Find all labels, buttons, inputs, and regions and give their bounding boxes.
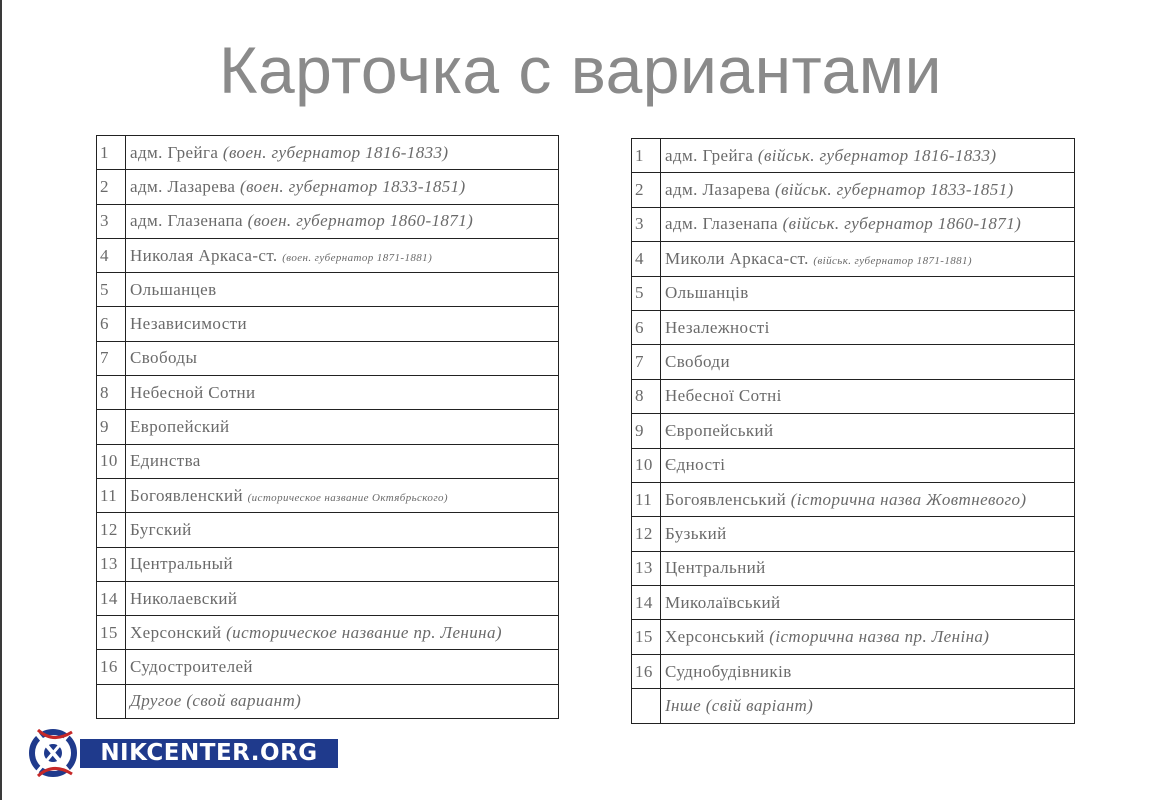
option-number: 9 xyxy=(632,414,661,448)
table-row[interactable] xyxy=(97,307,559,341)
option-label xyxy=(661,379,1075,413)
option-label xyxy=(126,307,559,341)
option-number: 3 xyxy=(632,207,661,241)
option-text: Независимости xyxy=(130,314,248,334)
table-row[interactable] xyxy=(97,650,559,684)
option-label xyxy=(661,207,1075,241)
option-note: (військ. губернатор 1833-1851) xyxy=(775,180,1014,200)
table-row[interactable] xyxy=(97,376,559,410)
option-label xyxy=(126,616,559,650)
option-number: 2 xyxy=(97,170,126,204)
option-number: 5 xyxy=(97,273,126,307)
table-row[interactable] xyxy=(632,551,1075,585)
option-text: Небесної Сотні xyxy=(665,386,782,406)
option-label xyxy=(661,242,1075,276)
option-text: Николая Аркаса-ст. xyxy=(130,245,283,265)
table-row[interactable] xyxy=(97,478,559,512)
page-title: Карточка с вариантами xyxy=(219,33,942,107)
option-label xyxy=(126,170,559,204)
option-text: Незалежності xyxy=(665,317,770,337)
option-number: 15 xyxy=(632,620,661,654)
option-text: Свободы xyxy=(130,348,198,368)
table-row[interactable] xyxy=(97,273,559,307)
option-label xyxy=(126,273,559,307)
option-note: (історична назва Жовтневого) xyxy=(790,489,1027,509)
option-number: 1 xyxy=(97,136,126,170)
option-text: Херсонський xyxy=(665,627,770,647)
option-label xyxy=(661,276,1075,310)
option-note: (воен. губернатор 1816-1833) xyxy=(222,142,449,162)
option-note: (військ. губернатор 1871-1881) xyxy=(813,254,972,267)
option-label xyxy=(126,341,559,375)
option-label xyxy=(661,310,1075,344)
option-note: (воен. губернатор 1833-1851) xyxy=(240,176,466,196)
option-number: 11 xyxy=(97,478,126,512)
table-row[interactable] xyxy=(97,238,559,272)
option-text: адм. Грейга xyxy=(665,145,758,165)
option-label xyxy=(126,376,559,410)
table-row[interactable] xyxy=(97,616,559,650)
option-label xyxy=(126,581,559,615)
table-row[interactable] xyxy=(97,547,559,581)
table-row-other[interactable] xyxy=(97,684,559,718)
table-row[interactable] xyxy=(632,276,1075,310)
option-label xyxy=(661,345,1075,379)
option-number: 14 xyxy=(97,581,126,615)
option-text: адм. Лазарева xyxy=(665,180,776,200)
table-row[interactable] xyxy=(97,513,559,547)
option-note: (історична назва пр. Леніна) xyxy=(769,627,990,647)
option-label xyxy=(661,414,1075,448)
option-text: Европейский xyxy=(130,417,230,437)
table-row[interactable] xyxy=(632,448,1075,482)
option-label xyxy=(661,551,1075,585)
option-note: (військ. губернатор 1860-1871) xyxy=(782,214,1022,234)
option-number: 10 xyxy=(632,448,661,482)
option-label xyxy=(661,448,1075,482)
option-label xyxy=(661,482,1075,516)
table-row[interactable] xyxy=(97,444,559,478)
table-row[interactable] xyxy=(632,379,1075,413)
option-label xyxy=(126,410,559,444)
option-number: 1 xyxy=(632,139,661,173)
option-text: Миколаївський xyxy=(665,592,781,612)
option-label xyxy=(661,620,1075,654)
nikcenter-logo[interactable] xyxy=(28,724,318,782)
table-row[interactable] xyxy=(632,654,1075,688)
option-number: 15 xyxy=(97,616,126,650)
option-text: Суднобудівників xyxy=(665,661,792,681)
option-number: 5 xyxy=(632,276,661,310)
table-row[interactable] xyxy=(632,345,1075,379)
option-text: Бузький xyxy=(665,523,727,543)
option-text: Центральный xyxy=(130,554,234,574)
table-row[interactable] xyxy=(97,204,559,238)
option-text: Богоявленський xyxy=(665,489,791,509)
option-text: Судостроителей xyxy=(130,657,253,677)
option-text: Николаевский xyxy=(130,588,238,608)
option-label xyxy=(126,204,559,238)
option-number: 4 xyxy=(632,242,661,276)
option-number-empty xyxy=(632,689,661,723)
option-note: (воен. губернатор 1871-1881) xyxy=(282,251,433,264)
option-text: Херсонский xyxy=(130,622,227,642)
option-other-label: Інше (свій варіант) xyxy=(661,689,1075,723)
option-text: Свободи xyxy=(665,352,730,372)
option-number: 7 xyxy=(632,345,661,379)
option-label xyxy=(661,173,1075,207)
option-text: Центральний xyxy=(665,558,766,578)
option-number: 8 xyxy=(97,376,126,410)
nikcenter-emblem-icon xyxy=(28,724,88,782)
table-row[interactable] xyxy=(632,310,1075,344)
option-number: 16 xyxy=(632,654,661,688)
table-row[interactable] xyxy=(632,139,1075,173)
logo-text: NIKCENTER.ORG xyxy=(100,740,318,766)
option-number: 11 xyxy=(632,482,661,516)
option-label xyxy=(126,547,559,581)
option-number: 9 xyxy=(97,410,126,444)
option-text: Миколи Аркаса-ст. xyxy=(665,248,814,268)
option-text: Європейський xyxy=(665,420,774,440)
option-label xyxy=(126,513,559,547)
option-note: (військ. губернатор 1816-1833) xyxy=(757,145,997,165)
option-number: 16 xyxy=(97,650,126,684)
options-table-russian xyxy=(96,135,559,719)
option-number: 10 xyxy=(97,444,126,478)
option-note: (воен. губернатор 1860-1871) xyxy=(247,211,474,231)
table-row[interactable] xyxy=(632,586,1075,620)
option-text: Єдності xyxy=(665,455,726,475)
table-row[interactable] xyxy=(632,517,1075,551)
option-label xyxy=(661,586,1075,620)
options-table-ukrainian xyxy=(631,138,1075,724)
option-number: 7 xyxy=(97,341,126,375)
option-label xyxy=(126,478,559,512)
table-row[interactable] xyxy=(97,136,559,170)
option-number: 6 xyxy=(97,307,126,341)
option-number: 2 xyxy=(632,173,661,207)
table-row[interactable] xyxy=(632,482,1075,516)
table-row[interactable] xyxy=(632,620,1075,654)
table-row[interactable] xyxy=(632,242,1075,276)
option-number: 13 xyxy=(632,551,661,585)
option-number: 3 xyxy=(97,204,126,238)
option-number: 6 xyxy=(632,310,661,344)
option-number: 12 xyxy=(97,513,126,547)
option-number: 8 xyxy=(632,379,661,413)
option-text: Единства xyxy=(130,451,201,471)
table-row[interactable] xyxy=(97,170,559,204)
option-label xyxy=(661,139,1075,173)
option-label xyxy=(126,238,559,272)
table-row[interactable] xyxy=(632,173,1075,207)
option-number-empty xyxy=(97,684,126,718)
option-number: 13 xyxy=(97,547,126,581)
table-row[interactable] xyxy=(97,581,559,615)
option-text: Богоявленский xyxy=(130,485,248,505)
option-label xyxy=(126,650,559,684)
option-number: 4 xyxy=(97,238,126,272)
table-row[interactable] xyxy=(97,341,559,375)
option-label xyxy=(126,136,559,170)
table-row[interactable] xyxy=(632,207,1075,241)
table-row[interactable] xyxy=(97,410,559,444)
option-note: (историческое название пр. Ленина) xyxy=(226,622,502,642)
option-text: Бугский xyxy=(130,519,192,539)
table-row[interactable] xyxy=(632,414,1075,448)
option-number: 12 xyxy=(632,517,661,551)
option-text: Ольшанців xyxy=(665,283,749,303)
option-text: адм. Грейга xyxy=(130,142,223,162)
option-text: Небесной Сотни xyxy=(130,382,256,402)
option-note: (историческое название Октябрьского) xyxy=(247,491,448,504)
option-label xyxy=(661,517,1075,551)
option-text: адм. Глазенапа xyxy=(665,214,783,234)
option-text: адм. Глазенапа xyxy=(130,211,248,231)
option-number: 14 xyxy=(632,586,661,620)
table-row-other[interactable] xyxy=(632,689,1075,723)
option-other-label: Другое (свой вариант) xyxy=(126,684,559,718)
option-text: адм. Лазарева xyxy=(130,176,241,196)
option-label xyxy=(126,444,559,478)
option-text: Ольшанцев xyxy=(130,279,217,299)
option-label xyxy=(661,654,1075,688)
slide-left-border xyxy=(0,0,2,800)
